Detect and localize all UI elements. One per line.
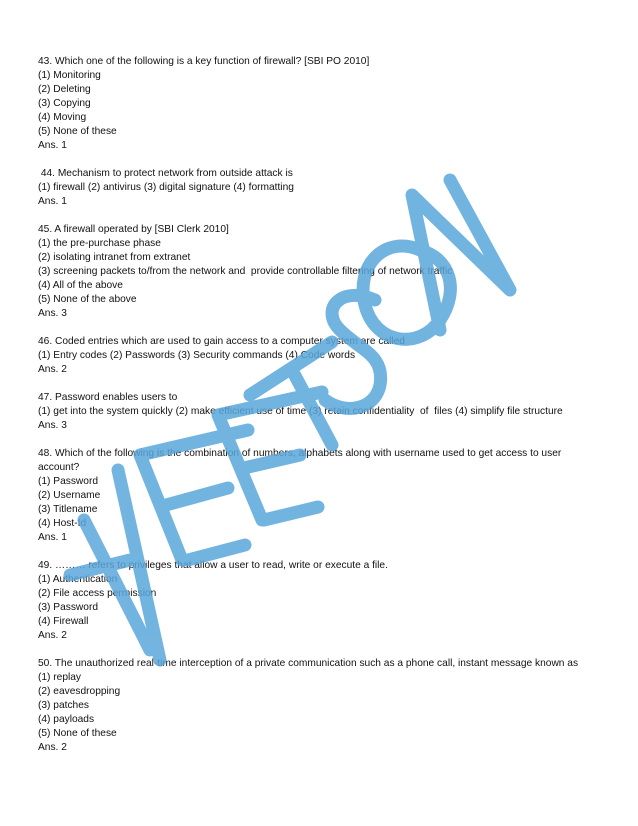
option-2: (2) File access permission bbox=[38, 588, 157, 599]
option-2: (2) eavesdropping bbox=[38, 686, 121, 697]
option-3: (3) Copying bbox=[38, 98, 91, 109]
question-48 bbox=[38, 447, 630, 545]
option-1: (1) get into the system quickly (2) make efficient use of time (3) retain confidentiality of files (4) simplify file structure bbox=[38, 406, 563, 417]
option-1: (1) the pre-purchase phase bbox=[38, 238, 161, 249]
option-2: (2) Username bbox=[38, 490, 101, 501]
option-1: (1) Entry codes (2) Passwords (3) Security commands (4) Code words bbox=[38, 350, 356, 361]
question-44 bbox=[38, 167, 630, 209]
option-3: (3) Titlename bbox=[38, 504, 98, 515]
question-text: 46. Coded entries which are used to gain access to a computer system are called bbox=[38, 336, 405, 347]
option-5: (5) None of the above bbox=[38, 294, 137, 305]
answer: Ans. 1 bbox=[38, 532, 67, 543]
question-47 bbox=[38, 391, 630, 433]
answer: Ans. 2 bbox=[38, 630, 67, 641]
option-1: (1) replay bbox=[38, 672, 82, 683]
option-5: (5) None of these bbox=[38, 126, 117, 137]
option-5: (5) None of these bbox=[38, 728, 117, 739]
question-45 bbox=[38, 223, 630, 321]
question-text: 45. A firewall operated by [SBI Clerk 2010] bbox=[38, 224, 229, 235]
option-4: (4) Firewall bbox=[38, 616, 89, 627]
option-1: (1) firewall (2) antivirus (3) digital signature (4) formatting bbox=[38, 182, 294, 193]
option-4: (4) payloads bbox=[38, 714, 95, 725]
answer: Ans. 2 bbox=[38, 742, 67, 753]
answer: Ans. 3 bbox=[38, 308, 67, 319]
question-text: 47. Password enables users to bbox=[38, 392, 178, 403]
question-46 bbox=[38, 335, 630, 377]
watermark-text: HEETSON bbox=[0, 0, 5, 1]
answer: Ans. 2 bbox=[38, 364, 67, 375]
option-4: (4) Host-Id bbox=[38, 518, 87, 529]
option-3: (3) screening packets to/from the network and provide controllable filtering of network traffic bbox=[38, 266, 453, 277]
question-text: 48. Which of the following is the combination of numbers, alphabets along with username used to get access to user bbox=[38, 448, 562, 459]
answer: Ans. 3 bbox=[38, 420, 67, 431]
option-1: (1) Authentication bbox=[38, 574, 118, 585]
option-4: (4) Moving bbox=[38, 112, 87, 123]
option-4: (4) All of the above bbox=[38, 280, 123, 291]
option-1: (1) Monitoring bbox=[38, 70, 101, 81]
option-1: (1) Password bbox=[38, 476, 99, 487]
answer: Ans. 1 bbox=[38, 196, 67, 207]
question-text: 44. Mechanism to protect network from outside attack is bbox=[38, 168, 293, 179]
question-text: 50. The unauthorized real-time interception of a private communication such as a phone call, instant message known as bbox=[38, 658, 579, 669]
question-50 bbox=[38, 657, 630, 755]
question-text-cont: account? bbox=[38, 462, 80, 473]
option-3: (3) patches bbox=[38, 700, 89, 711]
question-list bbox=[38, 55, 630, 769]
question-43 bbox=[38, 55, 630, 153]
question-text: 49. ……… refers to privileges that allow a user to read, write or execute a file. bbox=[38, 560, 388, 571]
question-49 bbox=[38, 559, 630, 643]
question-text: 43. Which one of the following is a key function of firewall? [SBI PO 2010] bbox=[38, 56, 370, 67]
option-2: (2) isolating intranet from extranet bbox=[38, 252, 191, 263]
option-2: (2) Deleting bbox=[38, 84, 91, 95]
option-3: (3) Password bbox=[38, 602, 99, 613]
answer: Ans. 1 bbox=[38, 140, 67, 151]
